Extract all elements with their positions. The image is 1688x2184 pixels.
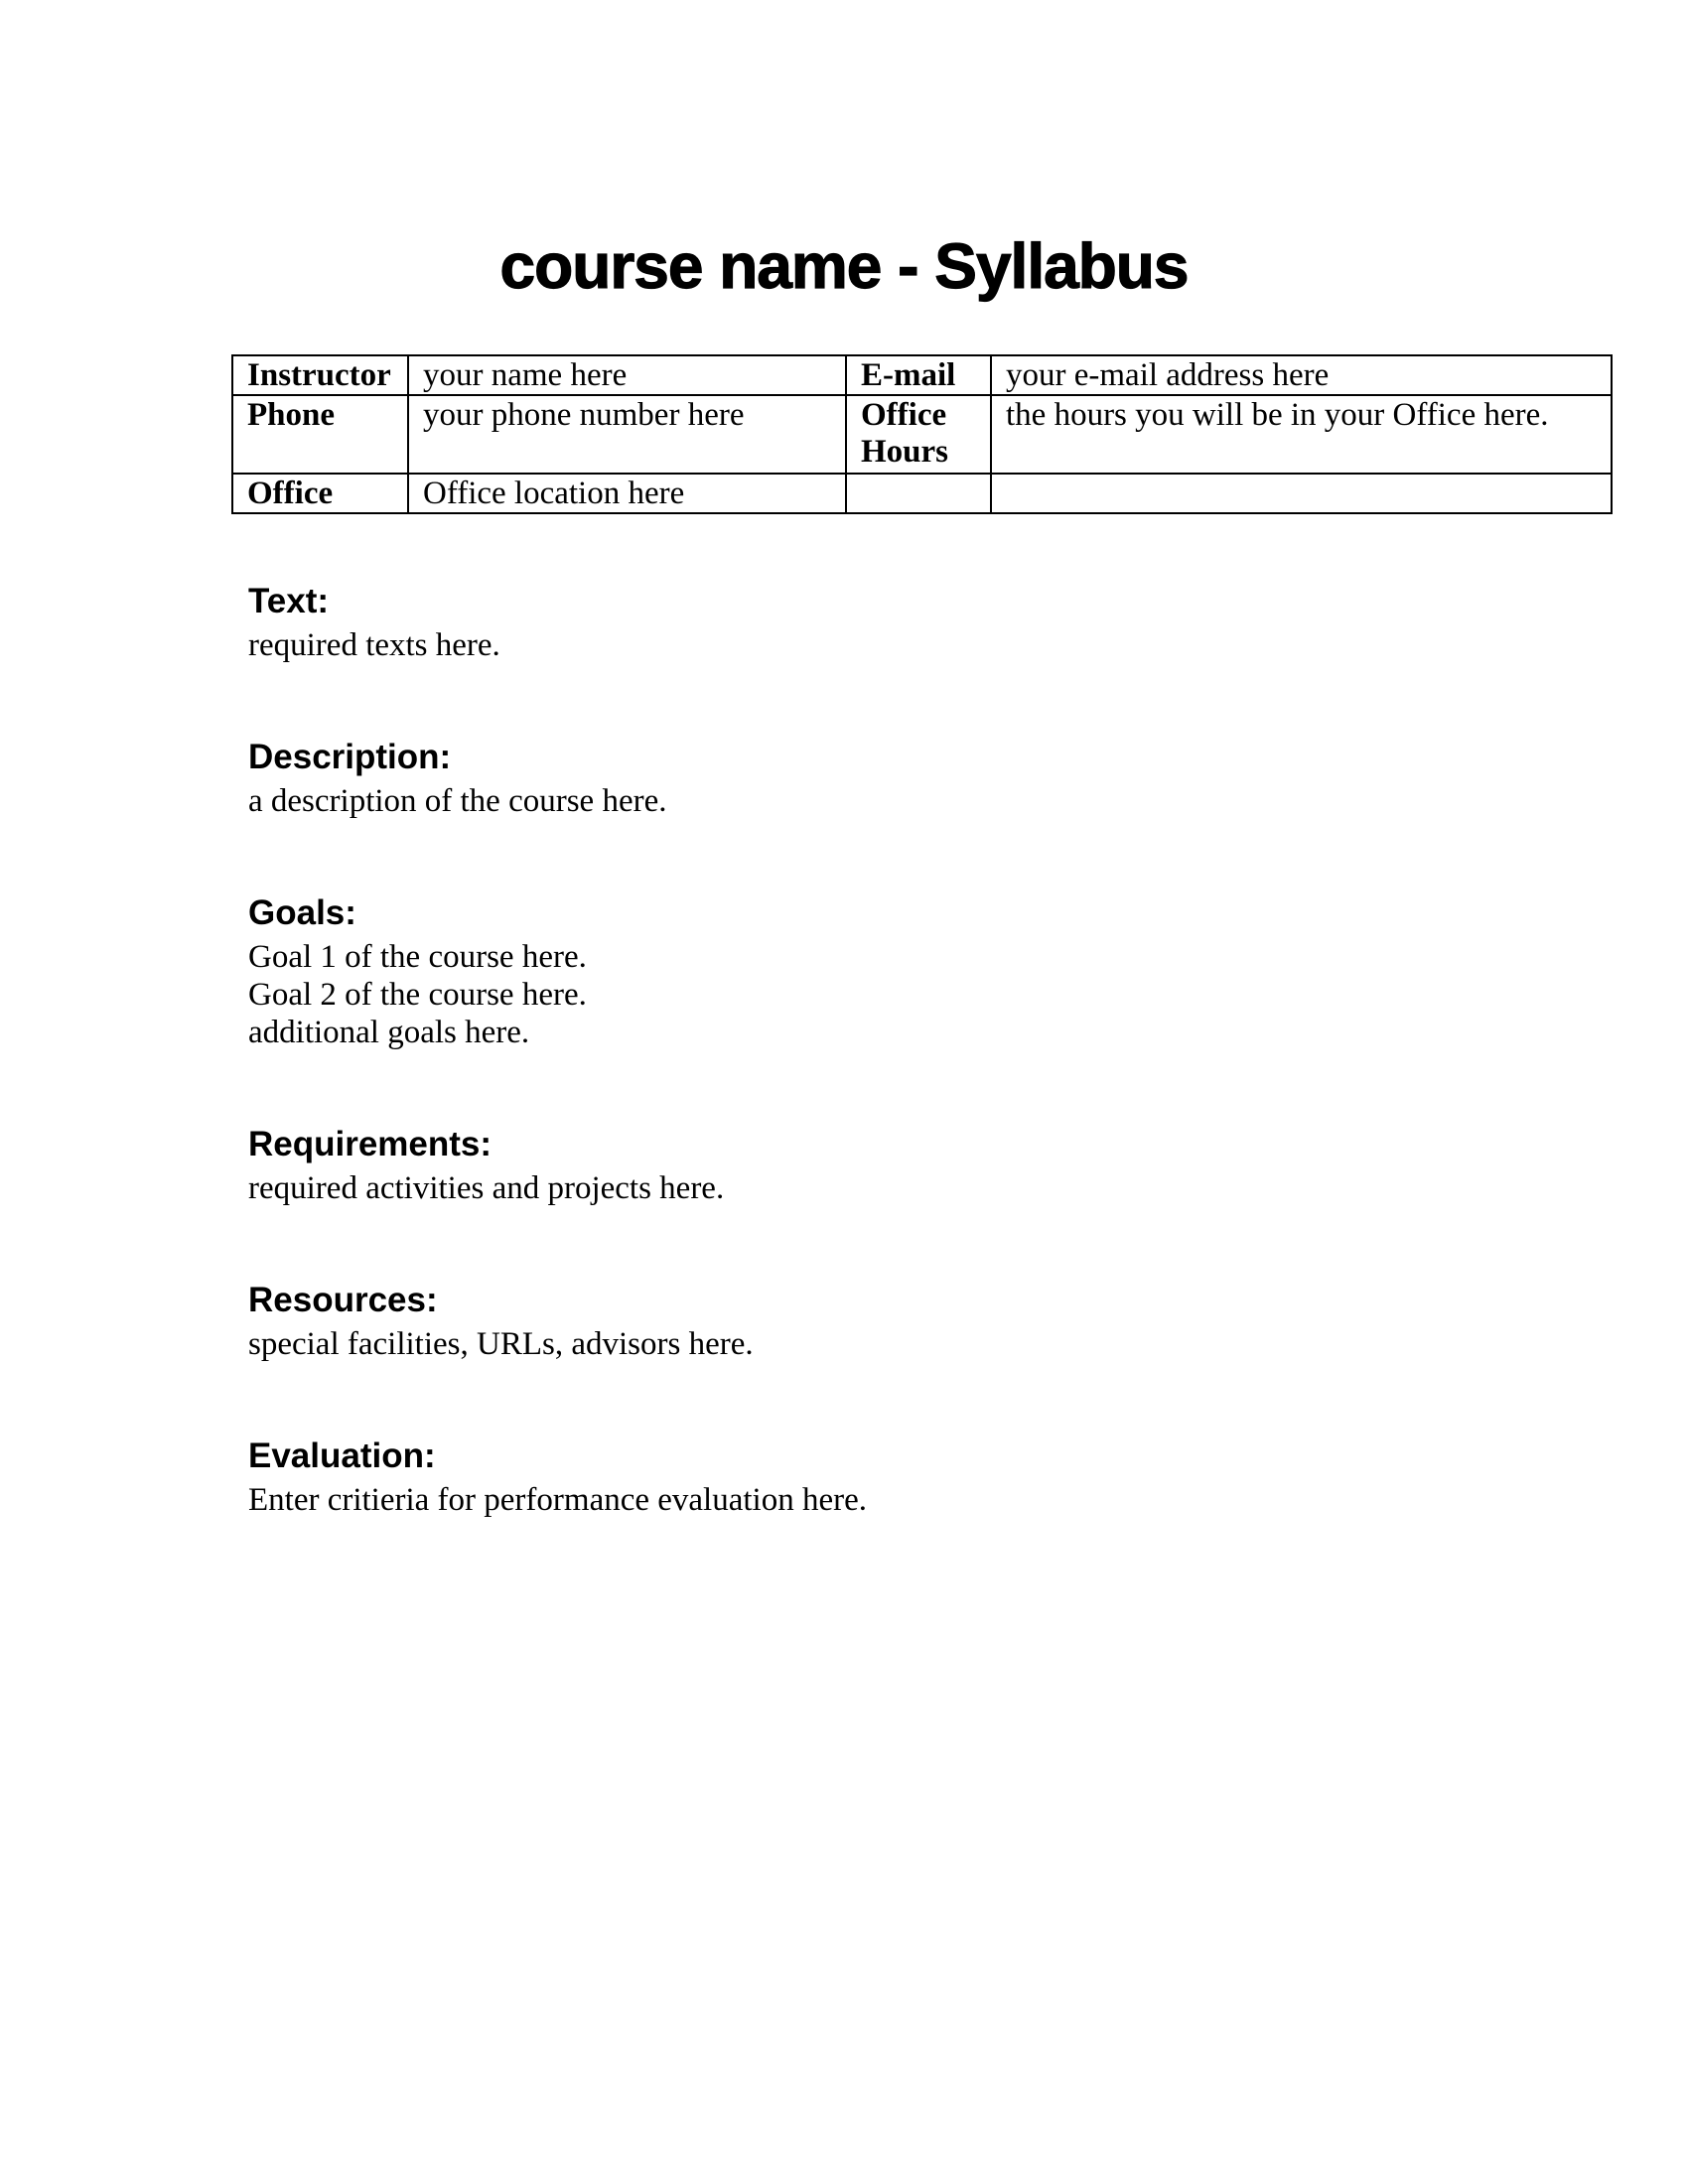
evaluation-line: Enter critieria for performance evaluation here. xyxy=(248,1482,867,1518)
instructor-label: Instructor xyxy=(232,355,408,395)
evaluation-body xyxy=(248,1481,1539,1519)
email-label: E-mail xyxy=(846,355,991,395)
instructor-info-table xyxy=(231,354,1613,514)
requirements-line: required activities and projects here. xyxy=(248,1170,725,1206)
resources-line: special facilities, URLs, advisors here. xyxy=(248,1326,754,1362)
text-body xyxy=(248,626,1539,664)
goals-body xyxy=(248,938,1539,1051)
phone-label: Phone xyxy=(232,395,408,474)
requirements-body xyxy=(248,1169,1539,1207)
table-row xyxy=(232,355,1612,395)
goals-section xyxy=(248,892,1539,1051)
email-value: your e-mail address here xyxy=(991,355,1612,395)
office-value: Office location here xyxy=(408,474,846,513)
requirements-section xyxy=(248,1124,1539,1207)
page-title: course name - Syllabus xyxy=(499,230,1189,302)
syllabus-sections xyxy=(248,581,1539,1591)
table-row xyxy=(232,395,1612,474)
instructor-value: your name here xyxy=(408,355,846,395)
description-body xyxy=(248,782,1539,820)
text-section xyxy=(248,581,1539,664)
description-section xyxy=(248,737,1539,820)
evaluation-heading: Evaluation: xyxy=(248,1436,436,1475)
phone-value: your phone number here xyxy=(408,395,846,474)
description-line: a description of the course here. xyxy=(248,783,667,819)
resources-heading: Resources: xyxy=(248,1281,438,1319)
empty-cell xyxy=(991,474,1612,513)
office-hours-label: Office Hours xyxy=(846,395,991,474)
resources-section xyxy=(248,1280,1539,1363)
table-row xyxy=(232,474,1612,513)
goal-line: additional goals here. xyxy=(248,1015,530,1050)
text-heading: Text: xyxy=(248,582,330,620)
requirements-heading: Requirements: xyxy=(248,1125,492,1163)
text-line: required texts here. xyxy=(248,627,500,663)
empty-cell xyxy=(846,474,991,513)
office-label: Office xyxy=(232,474,408,513)
goal-line: Goal 1 of the course here. xyxy=(248,939,587,975)
goals-heading: Goals: xyxy=(248,893,356,932)
description-heading: Description: xyxy=(248,738,452,776)
office-hours-value: the hours you will be in your Office here. xyxy=(991,395,1612,474)
resources-body xyxy=(248,1325,1539,1363)
evaluation-section xyxy=(248,1435,1539,1519)
goal-line: Goal 2 of the course here. xyxy=(248,977,587,1013)
